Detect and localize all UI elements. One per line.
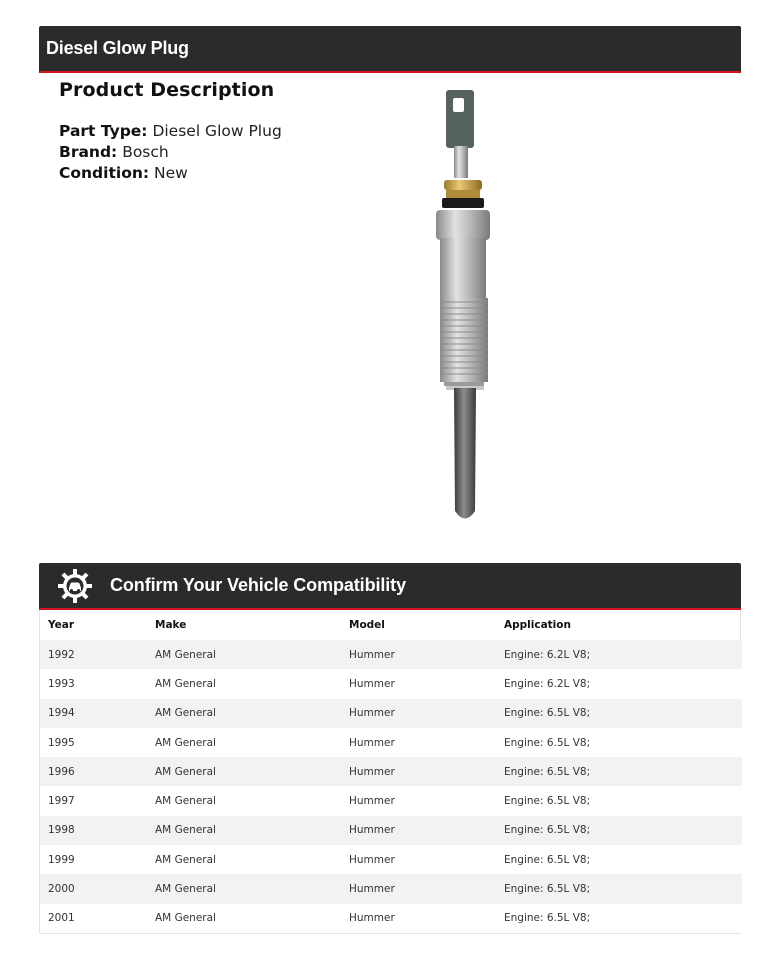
- cell-year: 2000: [48, 883, 75, 896]
- cell-make: AM General: [155, 677, 216, 690]
- cell-model: Hummer: [349, 795, 395, 808]
- table-row: [40, 757, 742, 786]
- gear-car-icon: [57, 568, 93, 604]
- cell-year: 1992: [48, 648, 75, 661]
- table-row: [40, 904, 742, 933]
- cell-make: AM General: [155, 795, 216, 808]
- part-type-value: Diesel Glow Plug: [152, 122, 282, 140]
- condition-row: [59, 163, 379, 184]
- table-row: [40, 728, 742, 757]
- product-title: Diesel Glow Plug: [46, 38, 189, 58]
- product-title-banner: [39, 26, 741, 73]
- table-row: [40, 640, 742, 669]
- cell-model: Hummer: [349, 736, 395, 749]
- compatibility-banner: [39, 563, 741, 610]
- table-row: [40, 874, 742, 903]
- cell-application: Engine: 6.5L V8;: [504, 765, 591, 778]
- table-row: [40, 669, 742, 698]
- cell-application: Engine: 6.5L V8;: [504, 824, 591, 837]
- column-header-make: Make: [155, 619, 187, 631]
- cell-make: AM General: [155, 765, 216, 778]
- table-row: [40, 816, 742, 845]
- cell-application: Engine: 6.5L V8;: [504, 912, 591, 925]
- cell-application: Engine: 6.2L V8;: [504, 677, 591, 690]
- compatibility-title: Confirm Your Vehicle Compatibility: [110, 575, 406, 595]
- cell-year: 1999: [48, 853, 75, 866]
- brand-value: Bosch: [122, 143, 169, 161]
- cell-year: 1998: [48, 824, 75, 837]
- cell-model: Hummer: [349, 677, 395, 690]
- table-row: [40, 786, 742, 815]
- part-type-row: [59, 121, 379, 142]
- condition-value: New: [154, 164, 188, 182]
- glow-plug-image: [424, 86, 504, 528]
- table-row: [40, 699, 742, 728]
- column-header-application: Application: [504, 619, 571, 631]
- cell-model: Hummer: [349, 648, 395, 661]
- cell-make: AM General: [155, 707, 216, 720]
- table-header-row: [40, 610, 742, 640]
- column-header-year: Year: [48, 619, 75, 631]
- table-row: [40, 845, 742, 874]
- cell-year: 1994: [48, 707, 75, 720]
- cell-application: Engine: 6.5L V8;: [504, 736, 591, 749]
- condition-label: Condition:: [59, 164, 150, 182]
- cell-make: AM General: [155, 912, 216, 925]
- product-description: [59, 79, 379, 184]
- cell-make: AM General: [155, 824, 216, 837]
- brand-row: [59, 142, 379, 163]
- cell-model: Hummer: [349, 912, 395, 925]
- cell-make: AM General: [155, 736, 216, 749]
- cell-make: AM General: [155, 648, 216, 661]
- cell-application: Engine: 6.5L V8;: [504, 707, 591, 720]
- column-header-model: Model: [349, 619, 385, 631]
- cell-model: Hummer: [349, 765, 395, 778]
- description-heading: Product Description: [59, 79, 275, 101]
- cell-make: AM General: [155, 853, 216, 866]
- cell-application: Engine: 6.2L V8;: [504, 648, 591, 661]
- cell-year: 1996: [48, 765, 75, 778]
- cell-year: 1997: [48, 795, 75, 808]
- brand-label: Brand:: [59, 143, 118, 161]
- cell-make: AM General: [155, 883, 216, 896]
- cell-application: Engine: 6.5L V8;: [504, 795, 591, 808]
- cell-model: Hummer: [349, 824, 395, 837]
- cell-model: Hummer: [349, 883, 395, 896]
- cell-application: Engine: 6.5L V8;: [504, 853, 591, 866]
- cell-model: Hummer: [349, 707, 395, 720]
- cell-application: Engine: 6.5L V8;: [504, 883, 591, 896]
- cell-year: 2001: [48, 912, 75, 925]
- part-type-label: Part Type:: [59, 122, 148, 140]
- compatibility-table: [39, 610, 741, 934]
- cell-year: 1995: [48, 736, 75, 749]
- cell-model: Hummer: [349, 853, 395, 866]
- cell-year: 1993: [48, 677, 75, 690]
